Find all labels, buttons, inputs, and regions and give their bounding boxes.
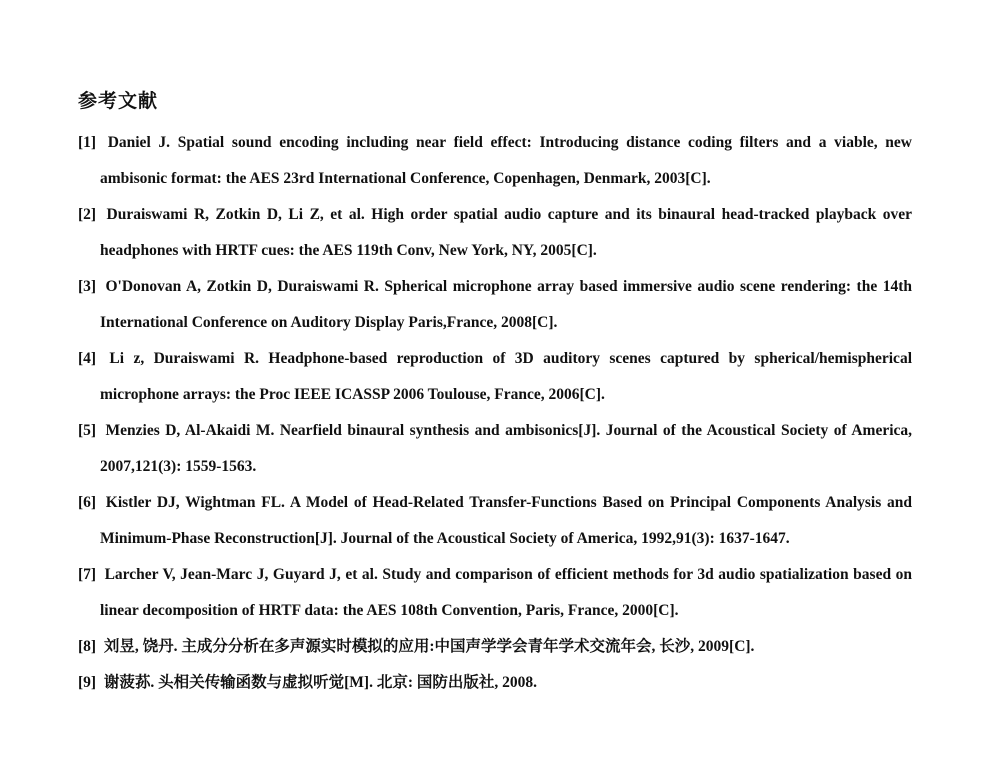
references-heading: 参考文献 [78,90,159,112]
reference-list [78,125,912,701]
reference-text: O'Donovan A, Zotkin D, Duraiswami R. Spherical microphone array based immersive audio scene rendering: the 14th International Conference on Auditory Display Paris,France, 2008[C]. [100,278,912,331]
reference-item [78,485,912,557]
reference-text: Duraiswami R, Zotkin D, Li Z, et al. High order spatial audio capture and its binaural head-tracked playback over headphones with HRTF cues: the AES 119th Conv, New York, NY, 2005[C]. [100,206,912,259]
reference-item [78,665,912,701]
reference-number: [9] [78,674,97,691]
reference-item [78,341,912,413]
reference-number: [5] [78,422,97,439]
reference-text: 刘昱, 饶丹. 主成分分析在多声源实时模拟的应用:中国声学学会青年学术交流年会, 长沙, 2009[C]. [103,638,755,655]
reference-item [78,629,912,665]
reference-number: [8] [78,638,97,655]
reference-number: [7] [78,566,97,583]
reference-text: Li z, Duraiswami R. Headphone-based reproduction of 3D auditory scenes captured by spherical/hemispherical microphone arrays: the Proc IEEE ICASSP 2006 Toulouse, France, 2006[C]. [100,350,912,403]
reference-text: Menzies D, Al-Akaidi M. Nearfield binaural synthesis and ambisonics[J]. Journal of the Acoustical Society of America, 2007,121(3): 1559-1563. [100,422,913,475]
reference-number: [4] [78,350,97,367]
reference-text: 谢菠荪. 头相关传输函数与虚拟听觉[M]. 北京: 国防出版社, 2008. [103,674,537,691]
reference-number: [3] [78,278,97,295]
reference-number: [1] [78,134,97,151]
reference-item [78,269,912,341]
reference-text: Larcher V, Jean-Marc J, Guyard J, et al. Study and comparison of efficient methods for 3d audio spatialization based on linear decomposition of HRTF data: the AES 108th Convention, Paris, France, 2000[C]. [100,566,912,619]
reference-item [78,197,912,269]
reference-number: [2] [78,206,97,223]
reference-item [78,557,912,629]
reference-item [78,413,912,485]
reference-text: Kistler DJ, Wightman FL. A Model of Head-Related Transfer-Functions Based on Principal Components Analysis and Minimum-Phase Reconstruction[J]. Journal of the Acoustical Society of America, 1992,91(3): 1637-1647. [100,494,913,547]
reference-item [78,125,912,197]
reference-number: [6] [78,494,97,511]
reference-text: Daniel J. Spatial sound encoding including near field effect: Introducing distance coding filters and a viable, new ambisonic format: the AES 23rd International Conference, Copenhagen, Denmark, 2003[C]. [100,134,913,187]
